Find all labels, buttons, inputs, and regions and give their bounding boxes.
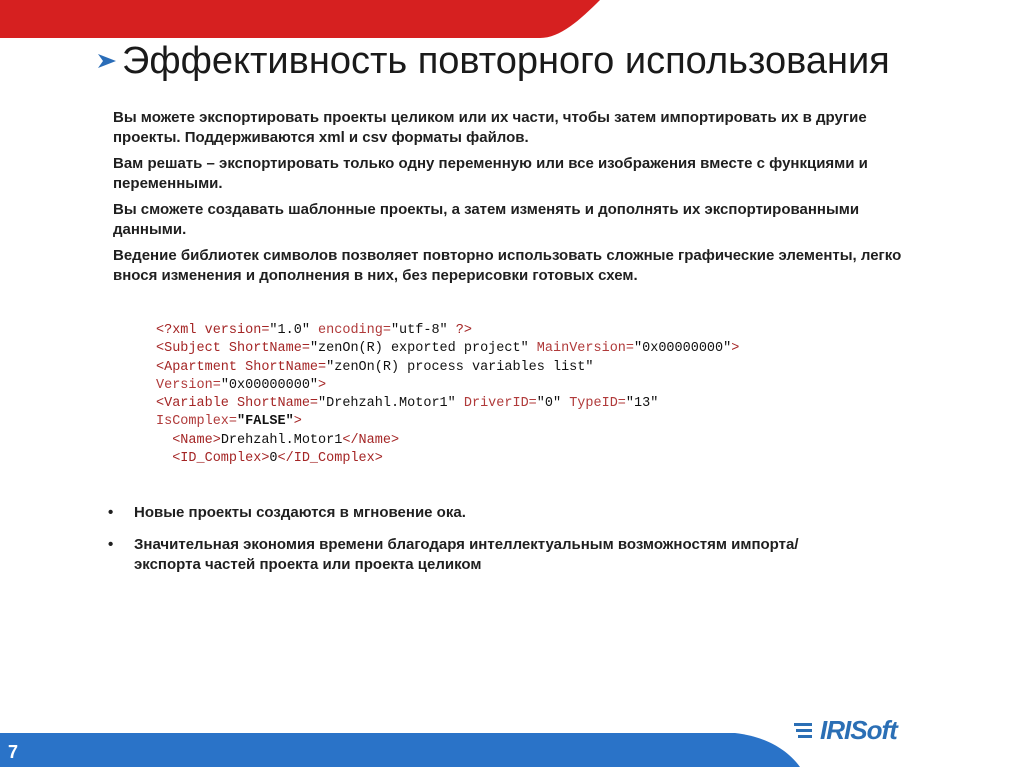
code-token: "1.0" — [269, 323, 310, 338]
code-token: <?xml version= — [156, 323, 270, 338]
code-line — [156, 322, 776, 340]
code-token: MainVersion= — [528, 341, 635, 357]
bullet-icon: • — [108, 536, 114, 553]
list-item — [108, 503, 848, 523]
code-token: "zenOn(R) process variables list" — [326, 359, 594, 375]
code-token: <Subject ShortName= — [156, 341, 310, 357]
code-line — [156, 413, 776, 431]
code-token: </Name> — [342, 432, 400, 448]
code-token: <Variable ShortName= — [156, 396, 319, 412]
code-line — [156, 340, 776, 358]
code-token: "0x00000000" — [220, 377, 319, 393]
page-number: 7 — [8, 742, 19, 762]
code-token: <Apartment ShortName= — [156, 359, 327, 375]
code-token: encoding= — [309, 323, 391, 338]
list-item — [108, 535, 848, 575]
bullet-text: Новые проекты создаются в мгновение ока. — [134, 504, 466, 521]
bullet-text: Значительная экономия времени благодаря интеллектуальным возможностям импорта/экспорта частей проекта или проекта целиком — [134, 536, 799, 573]
code-token: ?> — [447, 323, 472, 338]
code-token: "0x00000000" — [634, 341, 732, 357]
code-token: 0 — [269, 451, 278, 467]
code-line — [156, 450, 776, 468]
code-token: DriverID= — [455, 396, 537, 412]
paragraph-choice: Вам решать – экспортировать только одну переменную или все изображения вместе с функциями и переменными. — [113, 155, 868, 192]
code-line — [156, 359, 776, 377]
code-line — [156, 377, 776, 395]
code-token: "13" — [625, 396, 659, 412]
slide-title: Эффективность повторного использования — [122, 39, 890, 82]
xml-code-sample — [156, 322, 776, 468]
top-red-band — [0, 0, 1024, 38]
code-token: IsComplex= — [156, 414, 238, 430]
code-token: <Name> — [172, 432, 221, 448]
code-line — [156, 395, 776, 413]
code-token: "zenOn(R) exported project" — [309, 341, 529, 357]
paragraph-templates: Вы сможете создавать шаблонные проекты, а затем изменять и дополнять их экспортированными данными. — [113, 201, 860, 238]
code-token: "0" — [536, 396, 562, 412]
irisoft-logo — [792, 715, 1002, 765]
logo-tagline: СРЕДСТВА и СИСТЕМЫ АВТОМАТИЗАЦИИ — [811, 748, 983, 757]
code-token: "FALSE" — [237, 414, 294, 430]
code-token: > — [318, 377, 327, 393]
code-token: > — [293, 414, 302, 430]
code-token: <ID_Complex> — [172, 451, 270, 467]
body-paragraphs — [113, 108, 933, 292]
code-token: "Drehzahl.Motor1" — [318, 396, 456, 412]
code-token: TypeID= — [561, 396, 626, 412]
code-token: "utf-8" — [390, 323, 448, 338]
paragraph-export: Вы можете экспортировать проекты целиком или их части, чтобы затем импортировать их в другие проекты. Поддерживаются xml и csv форматы файлов. — [113, 109, 867, 146]
paragraph-symbol-libraries: Ведение библиотек символов позволяет повторно использовать сложные графические элементы, легко внося изменения и дополнения в них, без перерисовки готовых схем. — [113, 247, 902, 284]
bullet-icon: • — [108, 504, 114, 521]
arrow-right-icon — [96, 50, 118, 72]
code-token: </ID_Complex> — [277, 451, 383, 467]
code-token: Version= — [156, 377, 221, 393]
logo-mark-icon — [792, 719, 820, 745]
logo-wordmark: IRISoft — [820, 715, 897, 745]
code-token: > — [731, 341, 740, 357]
bullet-list — [108, 503, 848, 587]
slide-title-row — [96, 36, 890, 86]
code-line — [156, 432, 776, 450]
code-token: Drehzahl.Motor1 — [220, 432, 343, 448]
